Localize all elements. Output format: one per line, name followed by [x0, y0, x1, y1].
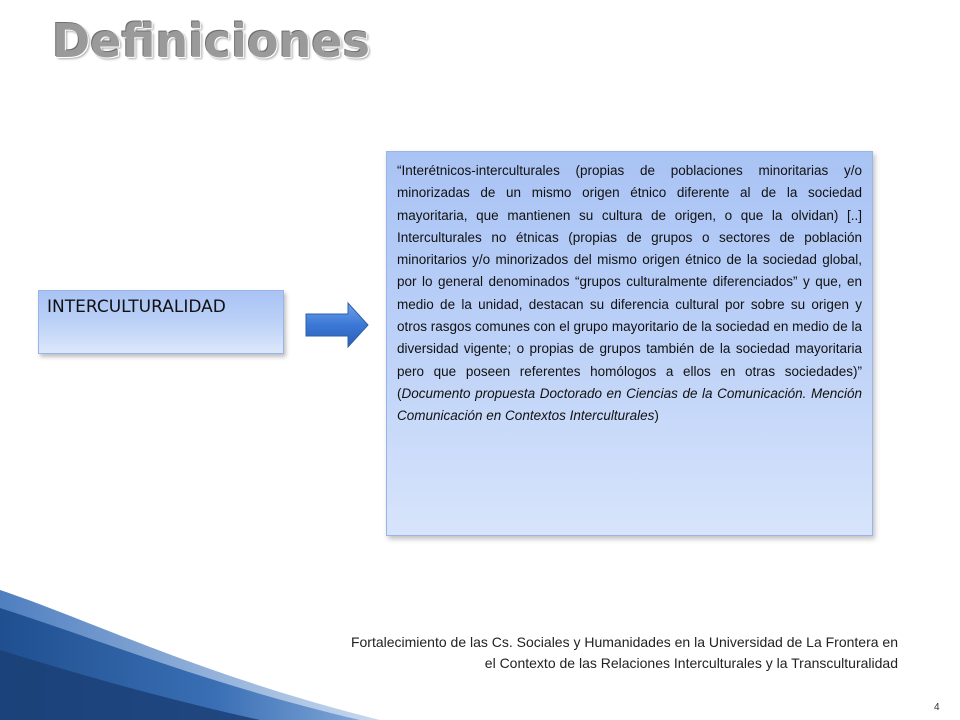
page-number: 4 — [934, 702, 940, 713]
definition-text: “Interétnicos-interculturales (propias de poblaciones minoritarias y/o minorizadas de un mismo origen étnico diferente al de la sociedad mayoritaria, que mantienen su cultura de origen, o que la olvidan) [..] Interculturales no étnicas (propias de grupos o sectores de población minoritarios y/o minorizados del mismo origen étnico de la sociedad global, por lo general denominados “grupos culturalmente diferenciados” y que, en medio de la unidad, destacan su diferencia cultural por sobre su origen y otros rasgos comunes con el grupo mayoritario de la sociedad en medio de la diversidad vigente; o propias de grupos también de la sociedad mayoritaria pero que poseen referentes homólogos a ellos en otras sociedades)” ( — [397, 163, 862, 401]
term-box — [38, 290, 284, 354]
right-arrow-icon — [304, 300, 370, 350]
decorative-swoosh — [0, 590, 380, 720]
footer-text: Fortalecimiento de las Cs. Sociales y Humanidades en la Universidad de La Frontera en el Contexto de las Relaciones Interculturales y la Transculturalidad — [350, 634, 898, 671]
definition-box — [386, 151, 873, 536]
slide-title: Definiciones — [52, 14, 370, 68]
term-label: INTERCULTURALIDAD — [47, 297, 226, 317]
definition-citation: Documento propuesta Doctorado en Ciencias de la Comunicación. Mención Comunicación en Contextos Interculturales — [397, 385, 862, 424]
definition-closing: ) — [654, 408, 659, 424]
